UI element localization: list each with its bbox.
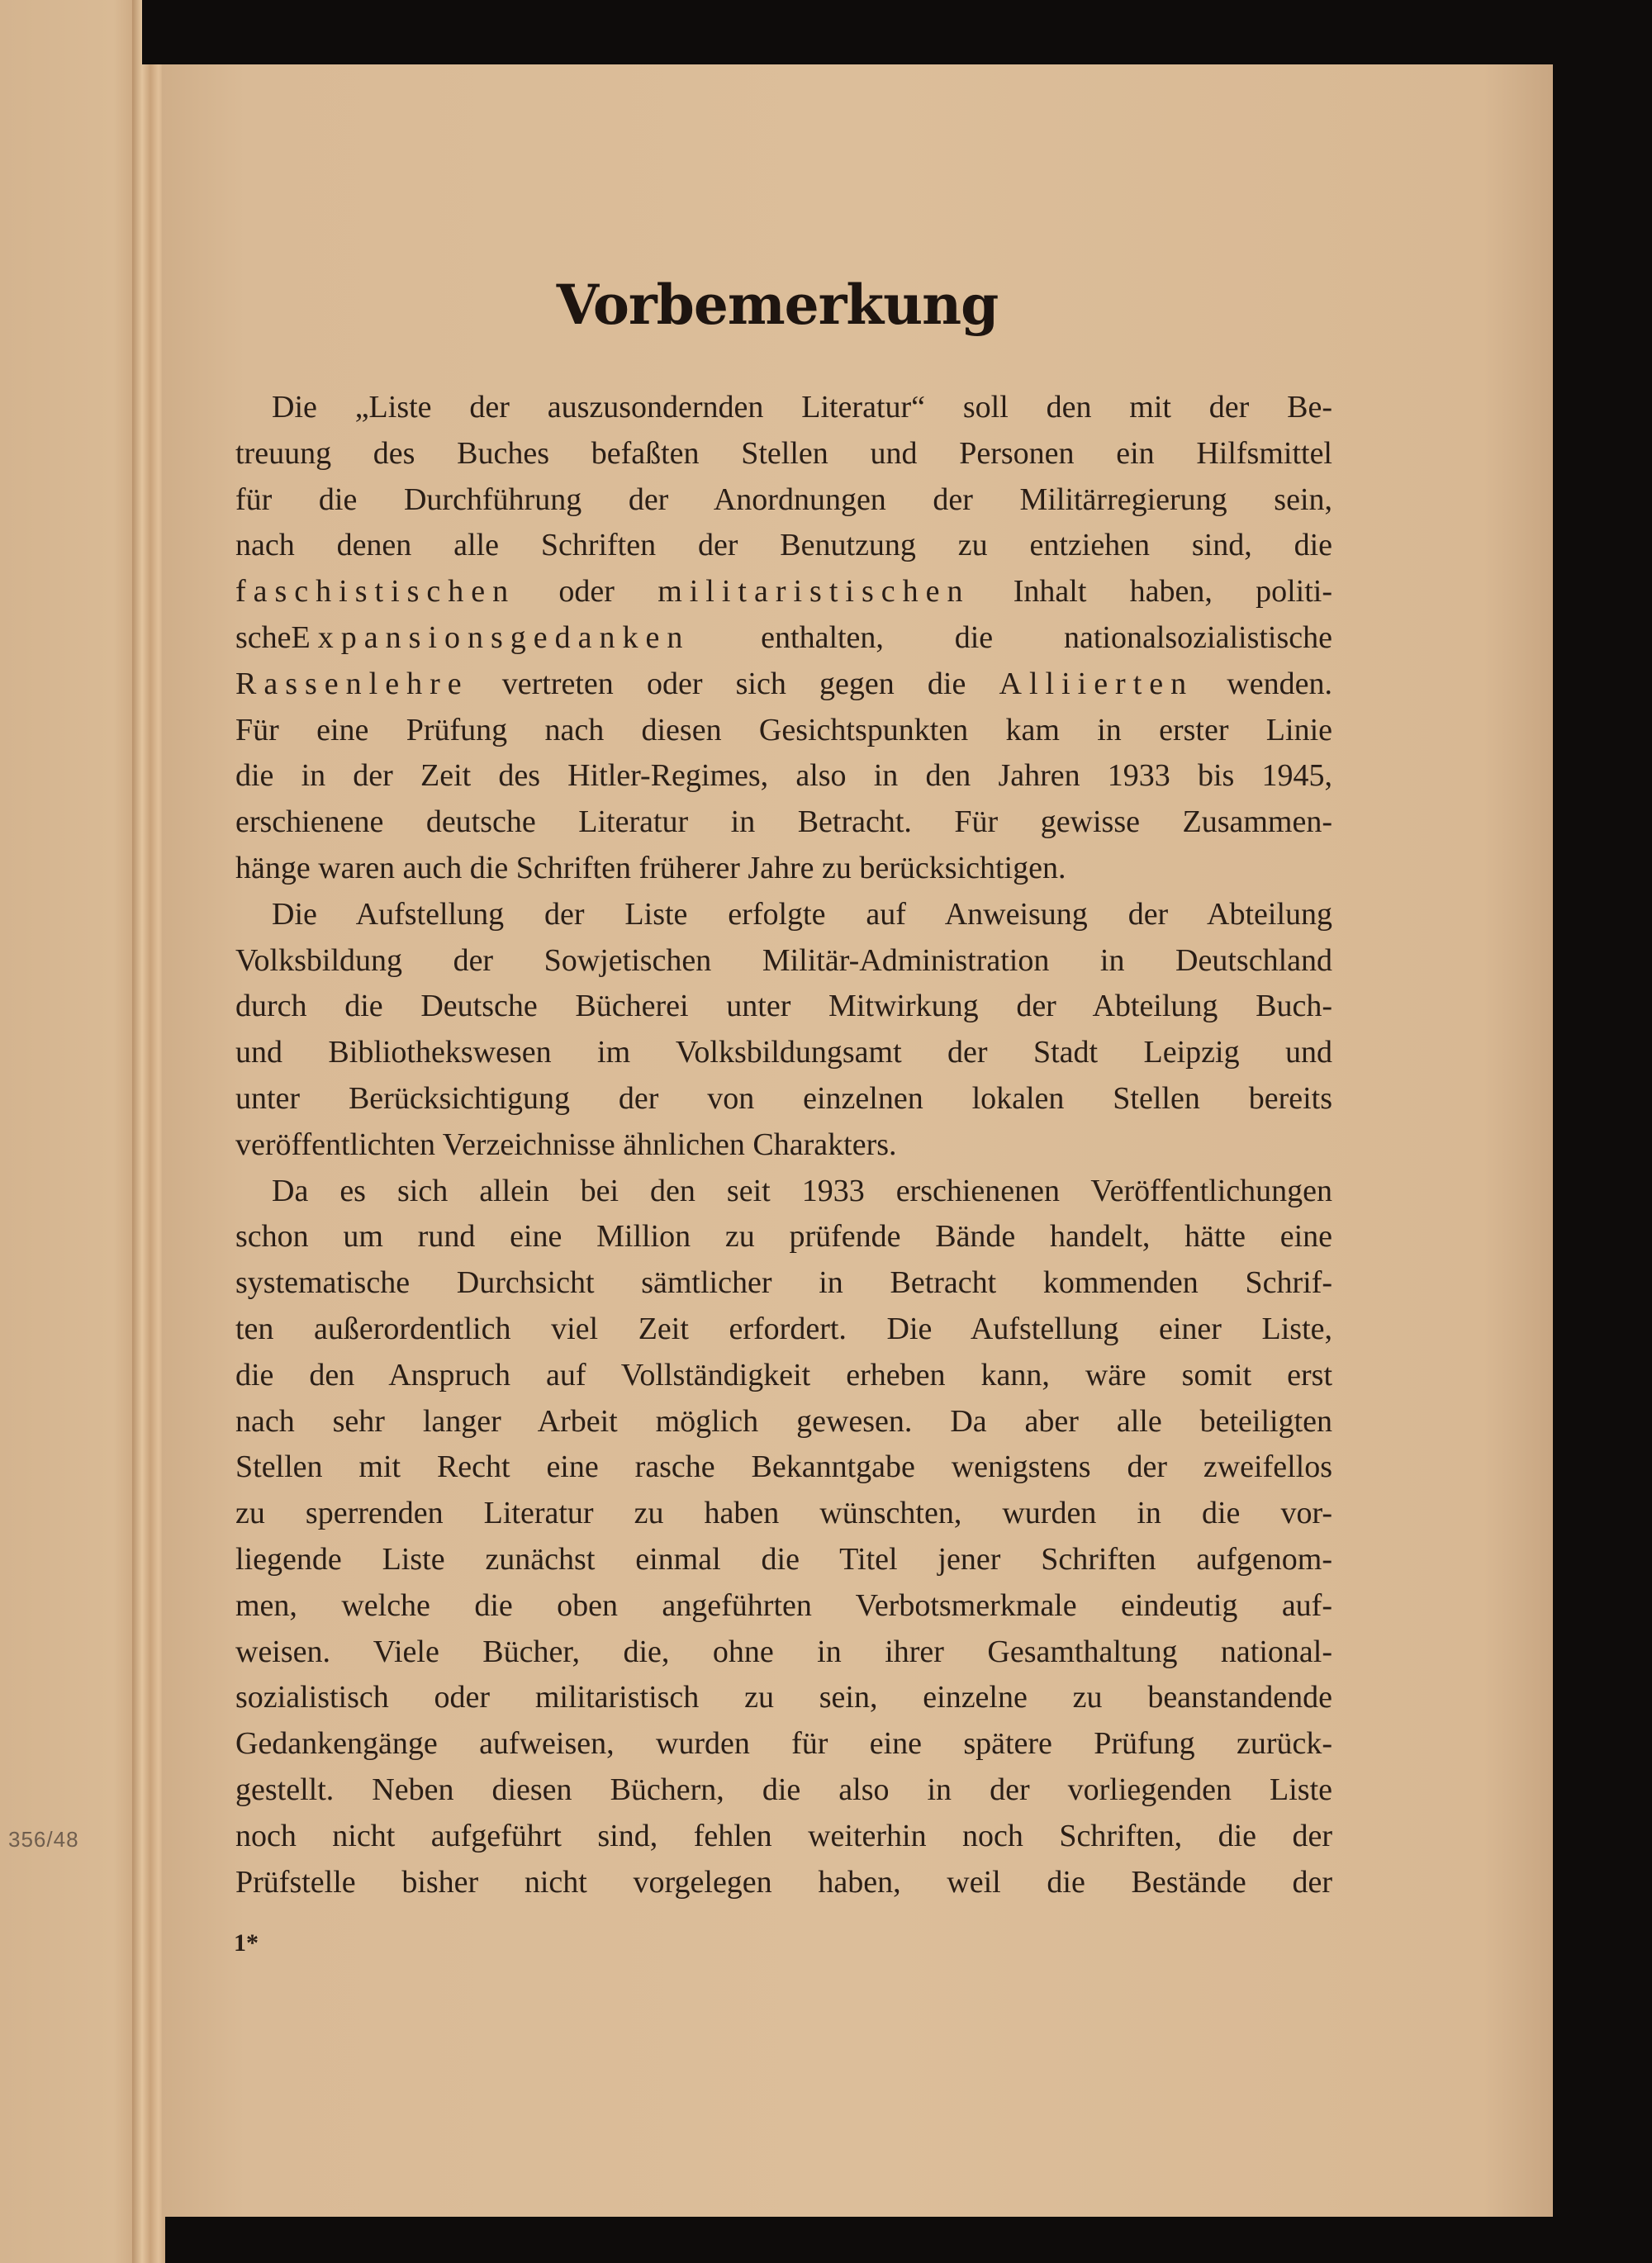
text-segment: liegende Liste zunächst einmal die Titel jener Schriften aufgenom-: [235, 1541, 1332, 1577]
text-line: [235, 846, 1332, 892]
text-segment: enthalten, die nationalsozialistische: [690, 619, 1332, 655]
text-segment: für die Durchführung der Anordnungen der Militärregierung sein,: [235, 482, 1332, 517]
text-line: [235, 1399, 1332, 1445]
text-line: [235, 1122, 1332, 1169]
spaced-emphasis: Expansionsgedanken: [291, 619, 691, 655]
signature-mark: 1*: [234, 1929, 259, 1957]
text-segment: oder: [515, 574, 658, 610]
text-line: [235, 385, 1332, 431]
text-segment: veröffentlichten Verzeichnisse ähnlichen Charakters.: [235, 1127, 897, 1162]
text-line: [235, 662, 1332, 708]
spaced-emphasis: Rassenlehre: [235, 666, 469, 701]
text-line: [235, 523, 1332, 569]
text-line: [235, 1445, 1332, 1491]
text-segment: Die Aufstellung der Liste erfolgte auf Anweisung der Abteilung: [272, 896, 1332, 932]
text-segment: sozialistisch oder militaristisch zu sein, einzelne zu beanstandende: [235, 1680, 1332, 1715]
text-line: [235, 753, 1332, 799]
text-line: [235, 708, 1332, 754]
text-segment: Die „Liste der auszusondernden Literatur“ soll den mit der Be-: [272, 390, 1332, 425]
text-segment: Gedankengänge aufweisen, wurden für eine spätere Prüfung zurück-: [235, 1726, 1332, 1762]
text-segment: systematische Durchsicht sämtlicher in Betracht kommenden Schrif-: [235, 1265, 1332, 1301]
text-segment: hänge waren auch die Schriften früherer Jahre zu berücksichtigen.: [235, 850, 1066, 885]
text-line: [235, 1767, 1332, 1814]
text-line: [235, 799, 1332, 846]
text-segment: die den Anspruch auf Vollständigkeit erheben kann, wäre somit erst: [235, 1357, 1332, 1392]
left-page-edge: [0, 0, 142, 2263]
text-line: [235, 984, 1332, 1030]
text-line: [235, 1169, 1332, 1215]
text-line: [235, 1721, 1332, 1767]
text-line: [235, 1076, 1332, 1122]
text-segment: Da es sich allein bei den seit 1933 erschienenen Veröffentlichungen: [272, 1173, 1332, 1208]
text-line: [235, 1030, 1332, 1076]
text-line: [235, 615, 1332, 662]
text-segment: men, welche die oben angeführten Verbotsmerkmale eindeutig auf-: [235, 1587, 1332, 1623]
text-line: [235, 1537, 1332, 1583]
text-segment: Prüfstelle bisher nicht vorgelegen haben, weil die Bestände der: [235, 1864, 1332, 1900]
text-line: [235, 1583, 1332, 1630]
spaced-emphasis: militaristischen: [657, 574, 971, 610]
text-segment: Stellen mit Recht eine rasche Bekanntgabe wenigstens der zweifellos: [235, 1449, 1332, 1485]
text-segment: schon um rund eine Million zu prüfende Bände handelt, hätte eine: [235, 1219, 1332, 1255]
text-line: [235, 1814, 1332, 1860]
text-line: [235, 938, 1332, 984]
page-title: Vorbemerkung: [556, 273, 999, 337]
text-line: [235, 1860, 1332, 1906]
text-line: [235, 1353, 1332, 1399]
text-segment: noch nicht aufgeführt sind, fehlen weiterhin noch Schriften, die der: [235, 1818, 1332, 1853]
text-segment: treuung des Buches befaßten Stellen und Personen ein Hilfsmittel: [235, 435, 1332, 471]
text-segment: Volksbildung der Sowjetischen Militär-Administration in Deutschland: [235, 942, 1332, 978]
text-line: [235, 431, 1332, 477]
text-segment: weisen. Viele Bücher, die, ohne in ihrer Gesamthaltung national-: [235, 1634, 1332, 1669]
spaced-emphasis: faschistischen: [235, 574, 516, 610]
text-line: [235, 1491, 1332, 1537]
text-segment: nach sehr langer Arbeit möglich gewesen. Da aber alle beteiligten: [235, 1403, 1332, 1439]
text-segment: Inhalt haben, politi-: [970, 574, 1332, 610]
text-segment: durch die Deutsche Bücherei unter Mitwirkung der Abteilung Buch-: [235, 989, 1332, 1024]
text-segment: vertreten oder sich gegen die: [468, 666, 999, 701]
text-line: [235, 569, 1332, 615]
text-segment: Für eine Prüfung nach diesen Gesichtspunkten kam in erster Linie: [235, 712, 1332, 747]
text-line: [235, 1214, 1332, 1260]
text-segment: die in der Zeit des Hitler-Regimes, also in den Jahren 1933 bis 1945,: [235, 758, 1332, 794]
text-segment: und Bibliothekswesen im Volksbildungsamt der Stadt Leipzig und: [235, 1035, 1332, 1070]
text-segment: sche: [235, 619, 292, 655]
text-segment: erschienene deutsche Literatur in Betracht. Für gewisse Zusammen-: [235, 804, 1332, 840]
text-line: [235, 1675, 1332, 1721]
text-line: [235, 892, 1332, 938]
text-line: [235, 1260, 1332, 1307]
text-line: [235, 1630, 1332, 1676]
spaced-emphasis: Alliierten: [999, 666, 1194, 701]
book-spine: [132, 0, 165, 2263]
text-segment: wenden.: [1194, 666, 1332, 701]
text-line: [235, 1307, 1332, 1353]
text-segment: zu sperrenden Literatur zu haben wünschten, wurden in die vor-: [235, 1496, 1332, 1531]
margin-shelfmark: 356/48: [8, 1827, 79, 1852]
text-line: [235, 477, 1332, 524]
body-text: [235, 385, 1332, 1905]
background-strip: [142, 0, 1652, 64]
text-segment: ten außerordentlich viel Zeit erfordert. Die Aufstellung einer Liste,: [235, 1311, 1332, 1346]
text-segment: unter Berücksichtigung der von einzelnen lokalen Stellen bereits: [235, 1080, 1332, 1116]
text-segment: gestellt. Neben diesen Büchern, die also in der vorliegenden Liste: [235, 1772, 1332, 1807]
text-segment: nach denen alle Schriften der Benutzung zu entziehen sind, die: [235, 528, 1332, 563]
